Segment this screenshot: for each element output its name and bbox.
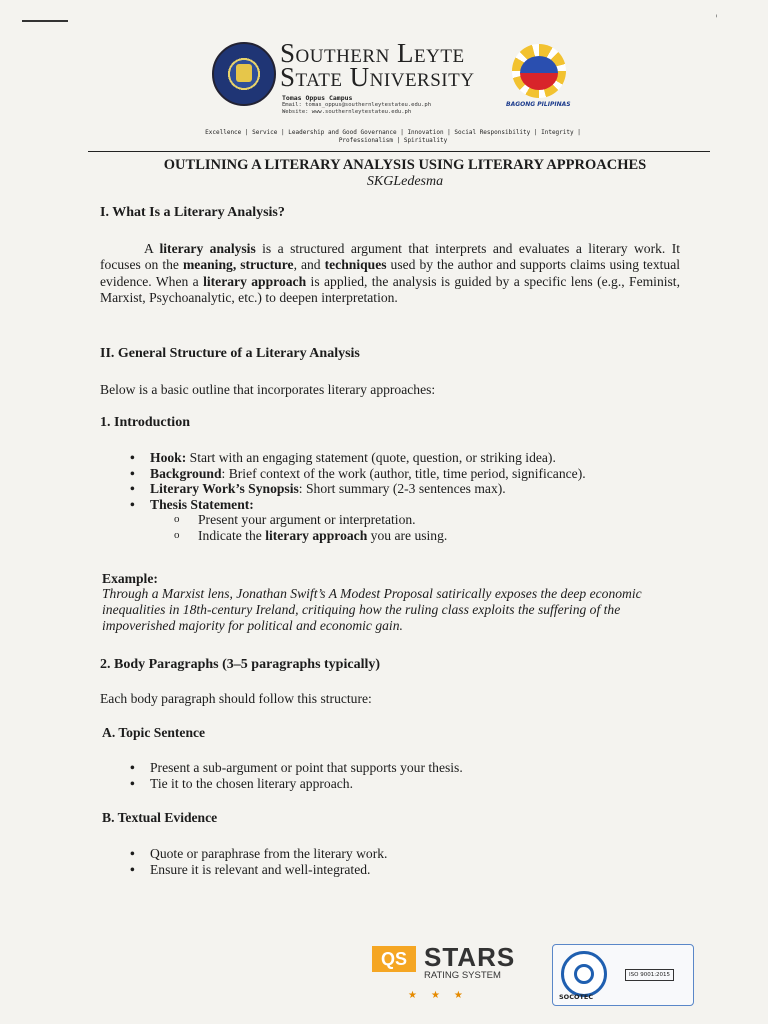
list-item: • Background: Brief context of the work (author, title, time period, significance).	[130, 466, 586, 482]
university-name-line1: Southern Leyte	[280, 38, 465, 68]
bagong-pilipinas-logo-icon	[512, 44, 566, 98]
campus-name: Tomas Oppus Campus	[282, 94, 353, 102]
core-values-line2: Professionalism | Spirituality	[338, 137, 448, 144]
textual-evidence-list	[130, 846, 387, 877]
body-paragraphs-heading: 2. Body Paragraphs (3–5 paragraphs typically)	[100, 657, 381, 672]
sub-list-item: o Present your argument or interpretation.	[174, 512, 586, 528]
campus-website: Website: www.southernleytestateu.edu.ph	[282, 109, 412, 115]
university-seal-icon	[212, 42, 276, 106]
section-heading-2: II. General Structure of a Literary Analysis	[100, 346, 360, 361]
qs-rating-text: RATING SYSTEM	[424, 970, 501, 981]
socotec-certification-badge	[552, 944, 694, 1006]
document-author: SKGLedesma	[366, 174, 444, 189]
bagong-pilipinas-label: BAGONG PILIPINAS	[506, 101, 571, 108]
introduction-heading: 1. Introduction	[100, 415, 190, 430]
section-1-paragraph: A literary analysis is a structured argument that interprets and evaluates a literary work. It focuses on the meaning, structure, and techniques used by the author and supports claims using textual evidence. When a literary approach is applied, the analysis is guided by a specific lens (e.g., Feminist, Marxist, Psychoanalytic, etc.) to deepen interpretation.	[100, 241, 681, 306]
qs-stars-logo	[372, 944, 522, 1002]
list-item: • Tie it to the chosen literary approach.	[130, 776, 463, 792]
list-item: • Hook: Start with an engaging statement (quote, question, or striking idea).	[130, 450, 586, 466]
iso-label: ISO 9001:2015	[625, 969, 674, 981]
topic-sentence-list	[130, 760, 463, 791]
qs-star-icons: ★★★	[408, 990, 477, 1001]
qs-stars-text: STARS	[424, 942, 516, 972]
socotec-logo-icon	[561, 951, 607, 997]
example-heading: Example:	[102, 571, 158, 586]
section-2-intro: Below is a basic outline that incorporates literary approaches:	[100, 382, 436, 397]
topic-sentence-heading: A. Topic Sentence	[102, 725, 206, 740]
section-heading-1: I. What Is a Literary Analysis?	[100, 205, 285, 220]
list-item: • Present a sub-argument or point that supports your thesis.	[130, 760, 463, 776]
document-title: OUTLINING A LITERARY ANALYSIS USING LITERARY APPROACHES	[163, 157, 647, 173]
list-item: • Ensure it is relevant and well-integrated.	[130, 862, 387, 878]
sub-list-item: o Indicate the literary approach you are using.	[174, 528, 586, 544]
example-text: Through a Marxist lens, Jonathan Swift’s A Modest Proposal satirically exposes the deep economic inequalities in 18th-century Ireland, critiquing how the ruling class exploits the suffering of the impoverished majority for political and economic gain.	[102, 586, 642, 634]
thesis-sublist	[150, 512, 586, 543]
core-values-line1: Excellence | Service | Leadership and Good Governance | Innovation | Social Responsibility | Integrity |	[205, 129, 581, 136]
introduction-list	[130, 450, 586, 544]
campus-email: Email: tomas_oppus@southernleytestateu.edu.ph	[282, 102, 432, 108]
list-item: • Quote or paraphrase from the literary work.	[130, 846, 387, 862]
core-values	[148, 129, 638, 145]
body-paragraphs-intro: Each body paragraph should follow this structure:	[100, 691, 372, 706]
qs-box-icon: QS	[372, 946, 416, 972]
university-name-line2: State University	[280, 62, 475, 92]
list-item: • Thesis Statement: o Present your argument or interpretation. o Indicate the literary approach you are using.	[130, 497, 586, 544]
socotec-name: SOCOTEC	[559, 993, 594, 1001]
scan-mark	[22, 20, 68, 22]
textual-evidence-heading: B. Textual Evidence	[102, 810, 218, 825]
list-item: • Literary Work’s Synopsis: Short summary (2-3 sentences max).	[130, 481, 586, 497]
scan-tick: '	[715, 14, 718, 25]
header-rule	[88, 151, 710, 152]
